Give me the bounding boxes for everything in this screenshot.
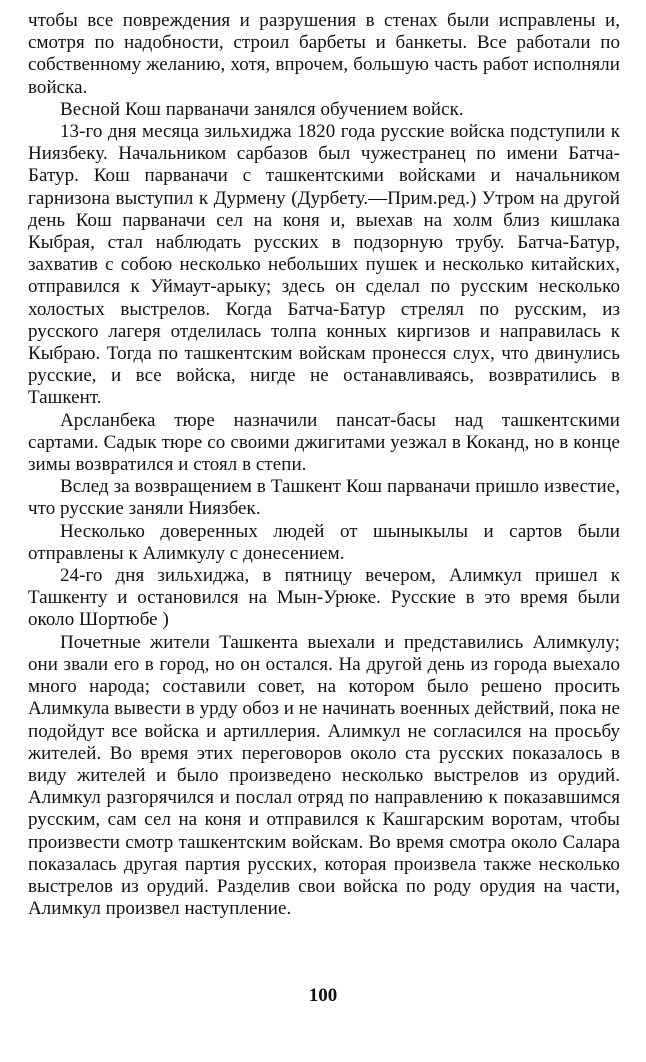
paragraph-1: чтобы все повреждения и разрушения в стенах были исправлены и, смотря по надобности, строил барбеты и банкеты. Все работали по собственному желанию, хотя, впрочем, большую часть работ исполняли войска. [28, 10, 620, 98]
paragraph-2: Весной Кош парваначи занялся обучением войск. [60, 98, 464, 120]
paragraph-8: Почетные жители Ташкента выехали и представились Алимкулу; они звали его в город, но он остался. На другой день из города выехало много народа; составили совет, на котором было решено просить Алимкула вывести в урду обоз и не начинать военных действий, пока не подойдут все войска и артиллерия. Алимкул не согласился на просьбу жителей. Во время этих переговоров около ста русских показалось в виду жителей и было произведено несколько выстрелов из орудий. Алимкул разгорячился и послал отряд по направлению к показавшимся русским, сам сел на коня и отправился к Кашгарским воротам, чтобы произвести смотр ташкентским войскам. Во время смотра около Салара показалась другая партия русских, которая произвела также несколько выстрелов из орудий. Разделив свои войска по роду орудия на части, Алимкул произвел наступление. [28, 631, 620, 920]
paragraph-5: Вслед за возвращением в Ташкент Кош парваначи пришло известие, что русские заняли Ниязбек. [28, 476, 620, 520]
paragraph-6: Несколько доверенных людей от шыныкылы и сартов были отправлены к Алимкулу с донесением. [28, 520, 620, 564]
page-number: 100 [308, 985, 338, 1006]
paragraph-4: Арсланбека тюре назначили пансат-басы над ташкентскими сартами. Садык тюре со своими джигитами уезжал в Коканд, но в конце зимы возвратился и стоял в степи. [28, 409, 620, 476]
paragraph-7: 24-го дня зильхиджа, в пятницу вечером, Алимкул пришел к Ташкенту и остановился на Мын-Урюке. Русские в это время были около Шортюбе ) [28, 565, 620, 631]
document-body [28, 10, 620, 920]
paragraph-3: 13-го дня месяца зильхиджа 1820 года русские войска подступили к Ниязбеку. Начальником сарбазов был чужестранец по имени Батча-Батур. Кош парваначи с ташкентскими войсками и начальником гарнизона выступил к Дурмену (Дурбету.—Прим.ред.) Утром на другой день Кош парваначи сел на коня и, выехав на холм близ кишлака Кыбрая, стал наблюдать русских в подзорную трубу. Батча-Батур, захватив с собою несколько небольших пушек и несколько китайских, отправился к Уймаут-арыку; здесь он сделал по русским несколько холостых выстрелов. Когда Батча-Батур стрелял по русским, из русского лагеря отделилась толпа конных киргизов и направилась к Кыбраю. Тогда по ташкентским войскам пронесся слух, что двинулись русские, и все войска, нигде не останавливаясь, возвратились в Ташкент. [28, 121, 620, 409]
